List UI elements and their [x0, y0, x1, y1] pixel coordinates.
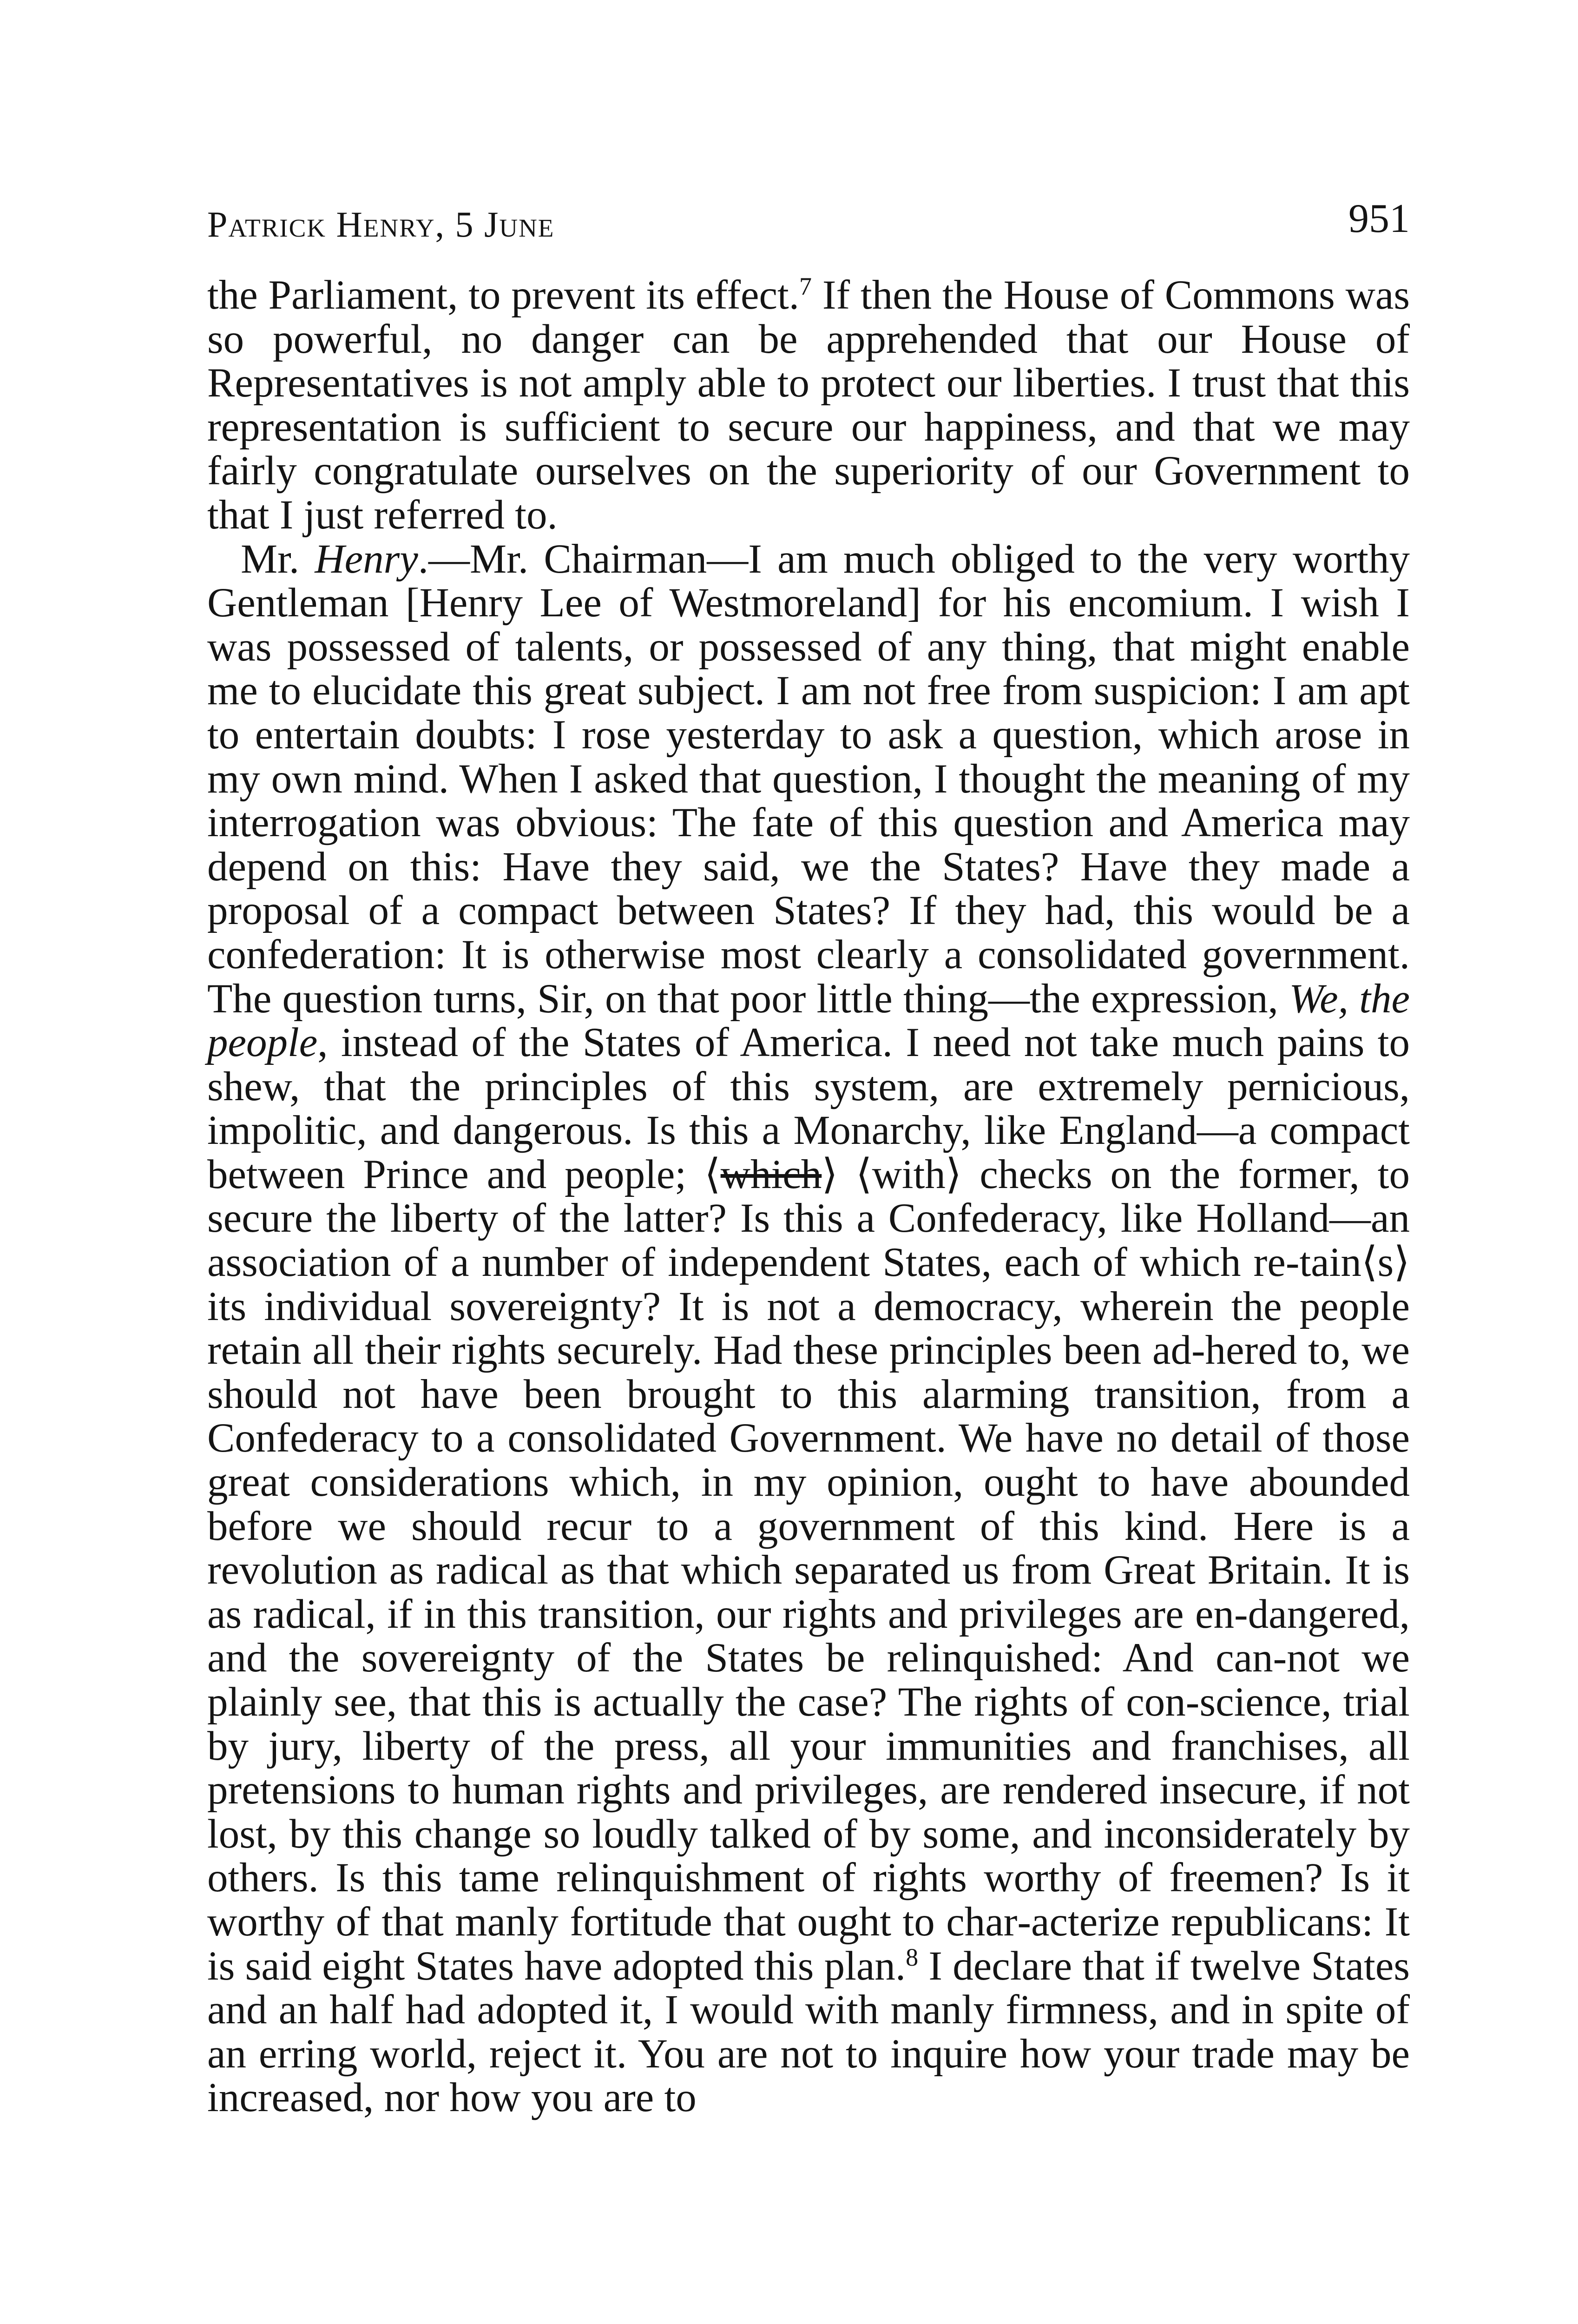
paragraph-henry-speech: [207, 537, 1410, 2120]
running-title: Patrick Henry, 5 June: [207, 204, 555, 244]
paragraph-1-text-a: the Parliament, to prevent its effect.: [207, 272, 800, 318]
footnote-ref-7: 7: [799, 272, 812, 300]
speaker-name: Henry: [315, 536, 418, 582]
paragraph-continued: [207, 273, 1410, 537]
struck-word: which: [720, 1151, 822, 1197]
emphasized-phrase: We, the people: [207, 976, 1410, 1066]
paragraph-2-text-c: ⟩ ⟨with⟩ checks on the former, to secure the liberty of the latter? Is this a Confederacy, like Holland—an association of a number of independent States, each of which re‑tain⟨s⟩ its individual sovereignty? It is not a democracy, wherein the people retain all their rights securely. Had these principles been ad‑hered to, we should not have been brought to this alarming transition, from a Confederacy to a consolidated Government. We have no detail of those great considerations which, in my opinion, ought to have abounded before we should recur to a government of this kind. Here is a revolution as radical as that which separated us from Great Britain. It is as radical, if in this transition, our rights and privileges are en‑dangered, and the sovereignty of the States be relinquished: And can‑not we plainly see, that this is actually the case? The rights of con‑science, trial by jury, liberty of the press, all your immunities and franchises, all pretensions to human rights and privileges, are rendered insecure, if not lost, by this change so loudly talked of by some, and inconsiderately by others. Is this tame relinquishment of rights worthy of freemen? Is it worthy of that manly fortitude that ought to char‑acterize republicans: It is said eight States have adopted this plan.: [207, 1151, 1410, 1989]
page-number: 951: [1348, 196, 1410, 241]
running-header: [207, 195, 1410, 251]
paragraph-1-text-b: If then the House of Commons was so powerful, no danger can be apprehended that our House of Representatives is not amply able to protect our liberties. I trust that this representation is sufficient to secure our happiness, and that we may fairly congratulate ourselves on the superiority of our Government to that I just referred to.: [207, 272, 1410, 538]
body-text: [207, 273, 1410, 2120]
speaker-prefix: Mr.: [241, 536, 315, 582]
paragraph-2-text-b: , instead of the States of America. I need not take much pains to shew, that the principles of this system, are extremely pernicious, impolitic, and dangerous. Is this a Monarchy, like England—a compact between Prince and people; ⟨: [207, 1020, 1410, 1197]
document-page: [207, 0, 1410, 2324]
paragraph-2-text-d: I declare that if twelve States and an half had adopted it, I would with manly firmness, and in spite of an erring world, reject it. You are not to inquire how your trade may be increased, nor how you are to: [207, 1943, 1410, 2121]
paragraph-2-text-a: .—Mr. Chairman—I am much obliged to the very worthy Gentleman [Henry Lee of Westmoreland] for his encomium. I wish I was possessed of talents, or possessed of any thing, that might enable me to elucidate this great subject. I am not free from suspicion: I am apt to entertain doubts: I rose yesterday to ask a question, which arose in my own mind. When I asked that question, I thought the meaning of my interrogation was obvious: The fate of this question and America may depend on this: Have they said, we the States? Have they made a proposal of a compact between States? If they had, this would be a confederation: It is otherwise most clearly a consolidated government. The question turns, Sir, on that poor little thing—the expression,: [207, 536, 1410, 1022]
footnote-ref-8: 8: [906, 1943, 919, 1971]
